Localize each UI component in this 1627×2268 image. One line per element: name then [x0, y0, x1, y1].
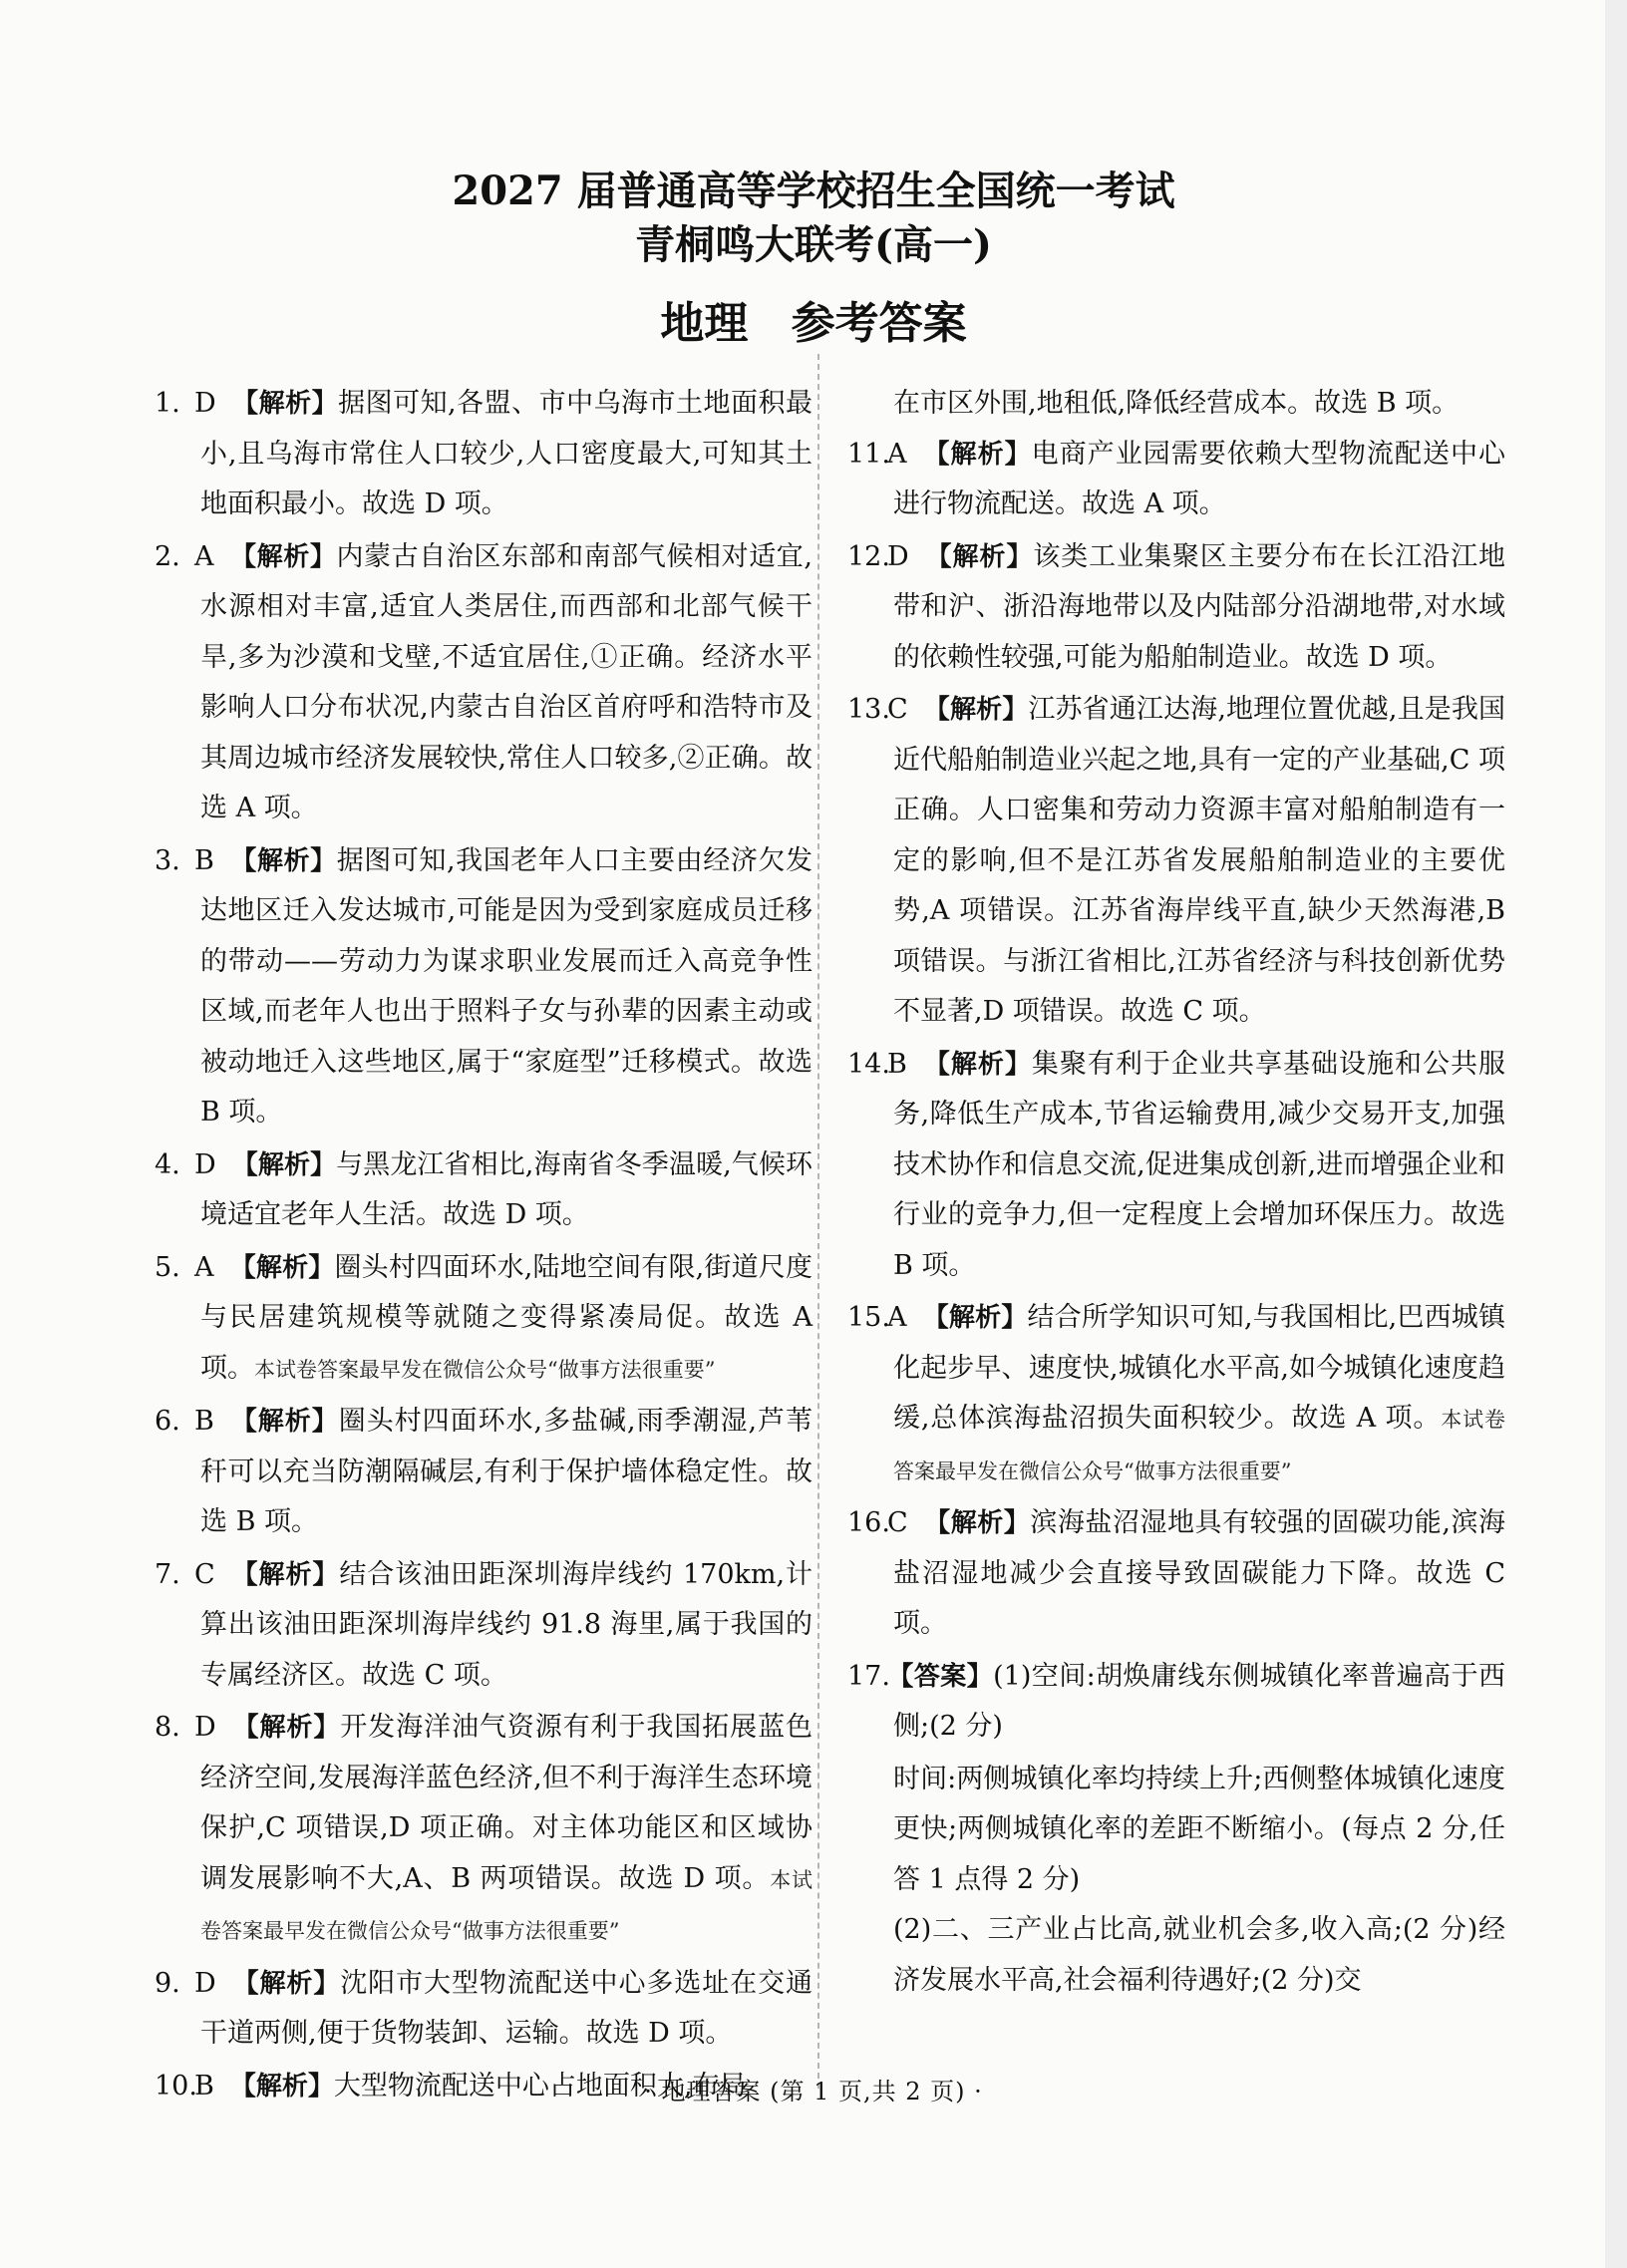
exam-title: 2027 届普通高等学校招生全国统一考试: [452, 167, 1175, 214]
answer-item-15: [847, 1293, 1505, 1496]
subject-name: 地理: [660, 298, 749, 349]
item-number: 7.: [155, 1558, 180, 1590]
item-text: 结合所学知识可知,与我国相比,巴西城镇化起步早、速度快,城镇化水平高,如今城镇化速度趋缓,总体滨海盐沼损失面积较少。故选 A 项。: [893, 1302, 1505, 1434]
right-column: [847, 379, 1505, 2006]
analysis-tag: 【解析】: [231, 389, 339, 419]
item-number: 17.: [847, 1660, 890, 1692]
item-text: 沈阳市大型物流配送中心多选址在交通干道两侧,便于货物装卸、运输。故选 D 项。: [200, 1967, 813, 2049]
answer-item-8: [155, 1703, 813, 1957]
item-number: 4.: [155, 1148, 180, 1180]
answer-item-17-time: 时间:两侧城镇化率均持续上升;西侧整体城镇化速度更快;两侧城镇化率的差距不断缩小。(每点 2 分,任答 1 点得 2 分): [893, 1763, 1505, 1895]
item-text: 大型物流配送中心占地面积大,布局: [333, 2070, 747, 2102]
item-answer: B: [194, 844, 214, 876]
answer-key-label: 参考答案: [791, 298, 967, 349]
analysis-tag: 【解析】: [923, 695, 1029, 725]
item-text: 圈头村四面环水,多盐碱,雨季潮湿,芦苇秆可以充当防潮隔碱层,有利于保护墙体稳定性。故选 B 项。: [200, 1406, 813, 1537]
analysis-tag: 【解析】: [922, 1049, 1032, 1080]
answer-item-2: [155, 532, 813, 834]
header: [0, 164, 1627, 354]
analysis-tag: 【解析】: [922, 1303, 1028, 1333]
item-answer: D: [194, 1967, 216, 1999]
answer-item-17: [847, 1652, 1505, 1753]
item-number: 3.: [155, 844, 180, 876]
item-text: 内蒙古自治区东部和南部气候相对适宜,水源相对丰富,适宜人类居住,而西部和北部气候干旱,多为沙漠和戈壁,不适宜居住,①正确。经济水平影响人口分布状况,内蒙古自治区首府呼和浩特市及其周边城市经济发展较快,常住人口较多,②正确。故选 A 项。: [200, 540, 813, 823]
answer-item-7: [155, 1550, 813, 1702]
item-text: 据图可知,各盟、市中乌海市土地面积最小,且乌海市常住人口较少,人口密度最大,可知其土地面积最小。故选 D 项。: [200, 388, 813, 519]
item-number: 12.: [847, 540, 890, 572]
item-answer: B: [887, 1048, 907, 1080]
answer-item-5: [155, 1243, 813, 1396]
item-number: 16.: [847, 1507, 890, 1538]
item-number: 2.: [155, 540, 180, 572]
answer-item-11: [847, 430, 1505, 530]
answer-item-9: [155, 1959, 813, 2060]
analysis-tag: 【解析】: [924, 541, 1034, 572]
item-answer: A: [194, 540, 214, 572]
watermark-note: 本试卷答案最早发在微信公众号“做事方法很重要”: [893, 1408, 1505, 1483]
item-text: 与黑龙江省相比,海南省冬季温暖,气候环境适宜老年人生活。故选 D 项。: [200, 1148, 813, 1230]
item-answer: C: [887, 1507, 908, 1538]
item-answer: B: [194, 1406, 214, 1437]
analysis-tag: 【解析】: [231, 1149, 337, 1180]
answer-item-13: [847, 685, 1505, 1038]
exam-subtitle: 青桐鸣大联考(高一): [635, 221, 992, 268]
item-answer: D: [194, 1148, 216, 1180]
item-number: 9.: [155, 1967, 180, 1999]
answer-item-6: [155, 1397, 813, 1548]
watermark-note: 本试卷答案最早发在微信公众号“做事方法很重要”: [254, 1357, 716, 1382]
item-answer: D: [194, 1712, 216, 1743]
analysis-tag: 【解析】: [229, 2071, 334, 2102]
answer-item-10-continued: 在市区外围,地租低,降低经营成本。故选 B 项。: [893, 388, 1460, 419]
item-text: 集聚有利于企业共享基础设施和公共服务,降低生产成本,节省运输费用,减少交易开支,加强技术协作和信息交流,促进集成创新,进而增强企业和行业的竞争力,但一定程度上会增加环保压力。故选 B 项。: [893, 1048, 1505, 1281]
item-answer: A: [887, 438, 907, 470]
item-number: 8.: [155, 1712, 180, 1743]
item-text: 滨海盐沼湿地具有较强的固碳功能,滨海盐沼湿地减少会直接导致固碳能力下降。故选 C 项。: [893, 1507, 1505, 1639]
item-text: 开发海洋油气资源有利于我国拓展蓝色经济空间,发展海洋蓝色经济,但不利于海洋生态环境保护,C 项错误,D 项正确。对主体功能区和区域协调发展影响不大,A、B 两项错误。故选 D 项。: [200, 1712, 813, 1894]
answer-item-17-part2: (2)二、三产业占比高,就业机会多,收入高;(2 分)经济发展水平高,社会福利待遇好;(2 分)交: [893, 1914, 1505, 1996]
subject-heading: [0, 294, 1627, 354]
item-answer: C: [887, 694, 908, 725]
item-number: 5.: [155, 1251, 180, 1283]
analysis-tag: 【解析】: [230, 1559, 340, 1590]
item-answer: D: [887, 540, 909, 572]
item-text: 电商产业园需要依赖大型物流配送中心进行物流配送。故选 A 项。: [893, 438, 1505, 519]
item-answer: C: [194, 1558, 215, 1590]
item-answer: A: [194, 1251, 214, 1283]
item-answer: D: [194, 388, 216, 419]
analysis-tag: 【解析】: [229, 845, 337, 876]
item-number: 1.: [155, 388, 180, 419]
item-answer: A: [887, 1302, 907, 1333]
answer-item-1: [155, 379, 813, 530]
item-text: 圈头村四面环水,陆地空间有限,街道尺度与民居建筑规模等就随之变得紧凑局促。故选 A 项。: [200, 1251, 813, 1384]
item-text: 江苏省通江达海,地理位置优越,且是我国近代船舶制造业兴起之地,具有一定的产业基础,C 项正确。人口密集和劳动力资源丰富对船舶制造有一定的影响,但不是江苏省发展船舶制造业的主要优势,A 项错误。江苏省海岸线平直,缺少天然海港,B 项错误。与浙江省相比,江苏省经济与科技创新优势不显著,D 项错误。故选 C 项。: [893, 694, 1505, 1027]
item-number: 13.: [847, 694, 890, 725]
watermark-note: 本试卷答案最早发在微信公众号“做事方法很重要”: [200, 1867, 813, 1943]
item-text: 该类工业集聚区主要分布在长江沿江地带和沪、浙沿海地带以及内陆部分沿湖地带,对水域的依赖性较强,可能为船舶制造业。故选 D 项。: [893, 540, 1505, 673]
item-text: 结合该油田距深圳海岸线约 170km,计算出该油田距深圳海岸线约 91.8 海里,属于我国的专属经济区。故选 C 项。: [200, 1558, 813, 1691]
item-answer: B: [194, 2070, 214, 2102]
item-number: 15.: [847, 1302, 890, 1333]
analysis-tag: 【解析】: [229, 1252, 335, 1283]
item-number: 10.: [155, 2070, 197, 2102]
analysis-tag: 【解析】: [229, 541, 337, 572]
answer-tag: 【答案】: [887, 1661, 994, 1692]
answer-item-16: [847, 1498, 1505, 1650]
item-number: 6.: [155, 1406, 180, 1437]
answer-item-14: [847, 1040, 1505, 1292]
answer-item-4: [155, 1140, 813, 1241]
analysis-tag: 【解析】: [229, 1407, 339, 1437]
column-divider: [817, 354, 819, 2089]
item-number: 11.: [847, 438, 890, 470]
analysis-tag: 【解析】: [922, 439, 1032, 470]
page-footer: · 地理答案 (第 1 页,共 2 页) ·: [644, 2078, 983, 2106]
item-text: (1)空间:胡焕庸线东侧城镇化率普遍高于西侧;(2 分): [893, 1660, 1505, 1742]
analysis-tag: 【解析】: [231, 1968, 341, 1999]
analysis-tag: 【解析】: [231, 1713, 341, 1743]
analysis-tag: 【解析】: [923, 1508, 1031, 1538]
answer-item-3: [155, 836, 813, 1138]
answer-item-12: [847, 532, 1505, 684]
item-number: 14.: [847, 1048, 890, 1080]
item-text: 据图可知,我国老年人口主要由经济欠发达地区迁入发达城市,可能是因为受到家庭成员迁移的带动——劳动力为谋求职业发展而迁入高竞争性区域,而老年人也出于照料子女与孙辈的因素主动或被动地迁入这些地区,属于“家庭型”迁移模式。故选 B 项。: [200, 844, 813, 1128]
left-column: [155, 379, 813, 2113]
